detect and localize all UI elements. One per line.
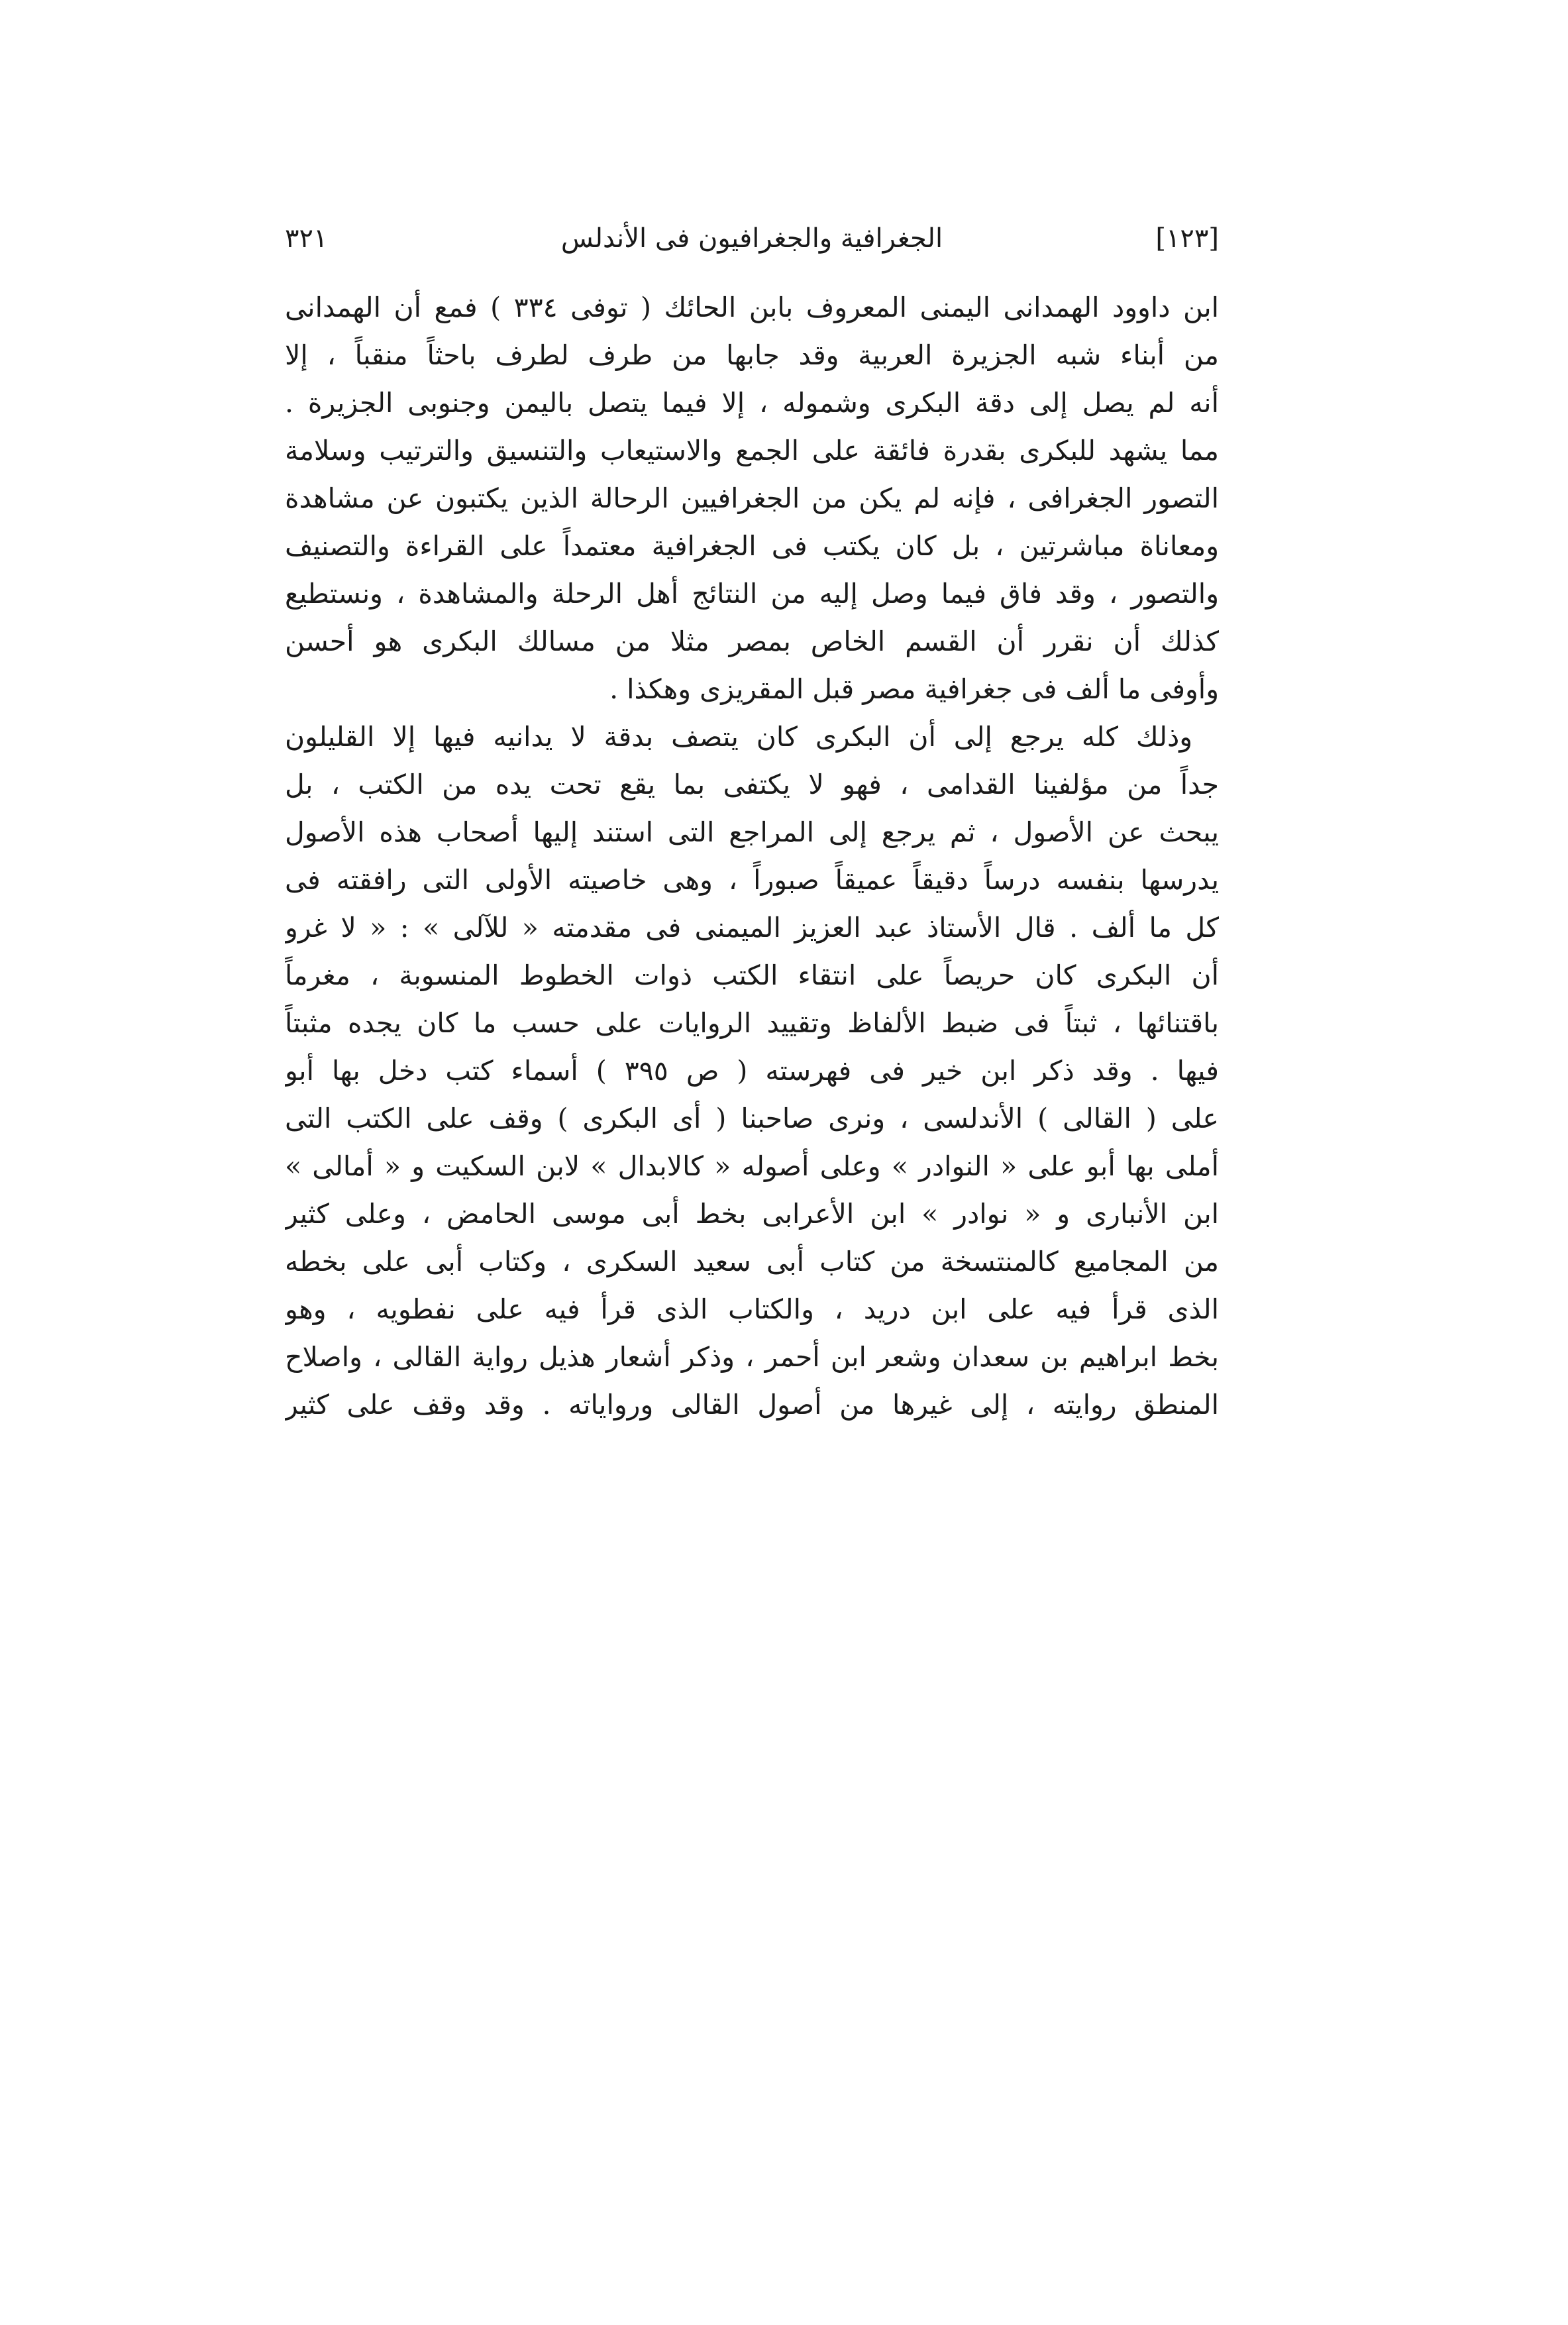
text-line: باقتنائها ، ثبتاً فى ضبط الألفاظ وتقييد الروايات على حسب ما كان يجده مثبتاً (285, 1007, 1219, 1039)
paragraph-2 (285, 713, 1219, 1429)
text-line: الذى قرأ فيه على ابن دريد ، والكتاب الذى قرأ فيه على نفطويه ، وهو (285, 1293, 1219, 1325)
paragraph-1 (285, 284, 1219, 713)
text-line: كل ما ألف . قال الأستاذ عبد العزيز الميمنى فى مقدمته « للآلى » : « لا غرو (285, 912, 1219, 944)
page-number: ٣٢١ (285, 223, 328, 254)
text-line: كذلك أن نقرر أن القسم الخاص بمصر مثلا من مسالك البكرى هو أحسن (285, 625, 1219, 657)
text-line: التصور الجغرافى ، فإنه لم يكن من الجغرافيين الرحالة الذين يكتبون عن مشاهدة (285, 482, 1219, 514)
text-line: فيها . وقد ذكر ابن خير فى فهرسته ( ص ٣٩٥ ) أسماء كتب دخل بها أبو (285, 1055, 1219, 1087)
section-number: [١٢٣] (1155, 223, 1219, 254)
text-line: ابن الأنبارى و « نوادر » ابن الأعرابى بخط أبى موسى الحامض ، وعلى كثير (285, 1198, 1219, 1230)
page-header (285, 212, 1219, 265)
text-line: أنه لم يصل إلى دقة البكرى وشموله ، إلا فيما يتصل باليمن وجنوبى الجزيرة . (285, 387, 1219, 419)
text-line: مما يشهد للبكرى بقدرة فائقة على الجمع والاستيعاب والتنسيق والترتيب وسلامة (285, 435, 1219, 466)
text-line: أملى بها أبو على « النوادر » وعلى أصوله « كالابدال » لابن السكيت و « أمالى » (285, 1150, 1219, 1182)
text-line: يدرسها بنفسه درساً دقيقاً عميقاً صبوراً ، وهى خاصيته الأولى التى رافقته فى (285, 864, 1219, 896)
body-text (285, 284, 1219, 1429)
text-line: والتصور ، وقد فاق فيما وصل إليه من النتائج أهل الرحلة والمشاهدة ، ونستطيع (285, 578, 1219, 610)
text-line: المنطق روايته ، إلى غيرها من أصول القالى ورواياته . وقد وقف على كثير (285, 1389, 1219, 1421)
text-line: من أبناء شبه الجزيرة العربية وقد جابها من طرف لطرف باحثاً منقباً ، إلا (285, 339, 1219, 371)
text-line: جداً من مؤلفينا القدامى ، فهو لا يكتفى بما يقع تحت يده من الكتب ، بل (285, 769, 1219, 800)
running-title: الجغرافية والجغرافيون فى الأندلس (560, 223, 943, 254)
text-line: من المجاميع كالمنتسخة من كتاب أبى سعيد السكرى ، وكتاب أبى على بخطه (285, 1246, 1219, 1277)
text-line: على ( القالى ) الأندلسى ، ونرى صاحبنا ( أى البكرى ) وقف على الكتب التى (285, 1103, 1219, 1134)
text-line: وذلك كله يرجع إلى أن البكرى كان يتصف بدقة لا يدانيه فيها إلا القليلون (285, 721, 1192, 753)
text-line: وأوفى ما ألف فى جغرافية مصر قبل المقريزى وهكذا . (609, 673, 1219, 705)
text-line: يبحث عن الأصول ، ثم يرجع إلى المراجع التى استند إليها أصحاب هذه الأصول (285, 816, 1219, 848)
text-line: ابن داوود الهمدانى اليمنى المعروف بابن الحائك ( توفى ٣٣٤ ) فمع أن الهمدانى (285, 292, 1219, 323)
text-line: بخط ابراهيم بن سعدان وشعر ابن أحمر ، وذكر أشعار هذيل رواية القالى ، واصلاح (285, 1341, 1219, 1373)
text-line: ومعاناة مباشرتين ، بل كان يكتب فى الجغرافية معتمداً على القراءة والتصنيف (285, 530, 1219, 562)
text-line: أن البكرى كان حريصاً على انتقاء الكتب ذوات الخطوط المنسوبة ، مغرماً (285, 959, 1219, 991)
